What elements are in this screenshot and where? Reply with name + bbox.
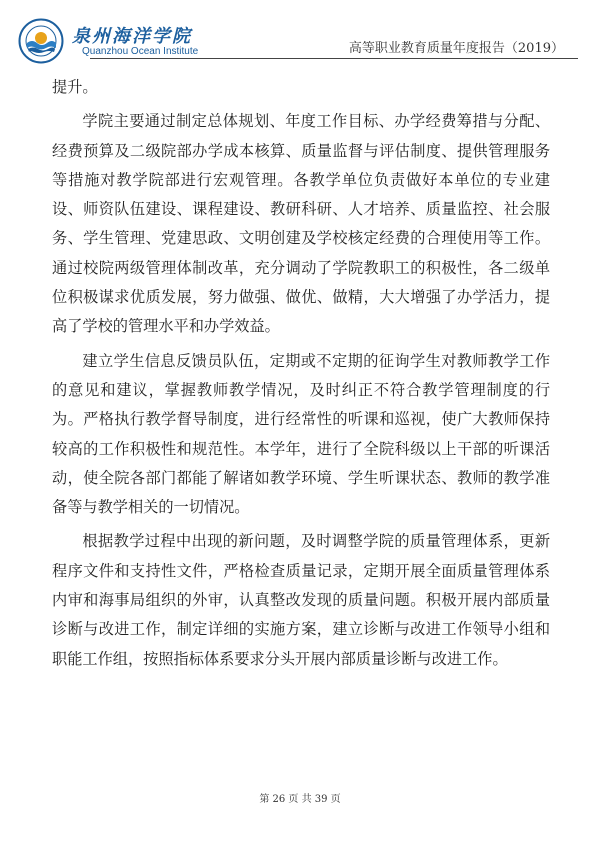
page-number: 第 26 页 共 39 页 xyxy=(259,794,341,805)
paragraph-feedback: 建立学生信息反馈员队伍，定期或不定期的征询学生对教师教学工作的意见和建议，掌握教师教学情况，及时纠正不符合教学管理制度的行为。严格执行教学督导制度，进行经常性的听课和巡视，使广大教师保持较高的工作积极性和规范性。本学年，进行了全院科级以上干部的听课活动，使全院各部门都能了解诸如教学环境、学生听课状态、教师的教学准备等与教学相关的一切情况。 xyxy=(52,351,550,517)
school-seal-icon xyxy=(18,18,64,64)
page-header xyxy=(18,14,578,64)
school-name-cn: 泉州海洋学院 xyxy=(72,26,192,47)
paragraph-quality-system: 根据教学过程中出现的新问题，及时调整学院的质量管理体系，更新程序文件和支持性文件，严格检查质量记录，定期开展全面质量管理体系内审和海事局组织的外审，认真整改发现的质量问题。积极开展内部质量诊断与改进工作，制定详细的实施方案，建立诊断与改进工作领导小组和职能工作组，按照指标体系要求分头开展内部质量诊断与改进工作。 xyxy=(52,532,550,668)
report-title: 高等职业教育质量年度报告（2019） xyxy=(348,41,564,56)
header-divider xyxy=(90,58,578,59)
school-name-en: Quanzhou Ocean Institute xyxy=(82,46,199,57)
paragraph-management: 学院主要通过制定总体规划、年度工作目标、办学经费筹措与分配、经费预算及二级院部办学成本核算、质量监督与评估制度、提供管理服务等措施对教学院部进行宏观管理。各教学单位负责做好本单位的专业建设、师资队伍建设、课程建设、教研科研、人才培养、质量监控、社会服务、学生管理、党建思政、文明创建及学校核定经费的合理使用等工作。通过校院两级管理体制改革，充分调动了学院教职工的积极性，各二级单位积极谋求优质发展，努力做强、做优、做精，大大增强了办学活力，提高了学校的管理水平和办学效益。 xyxy=(52,112,550,336)
document-body xyxy=(52,73,550,679)
paragraph-continuation: 提升。 xyxy=(52,78,98,96)
